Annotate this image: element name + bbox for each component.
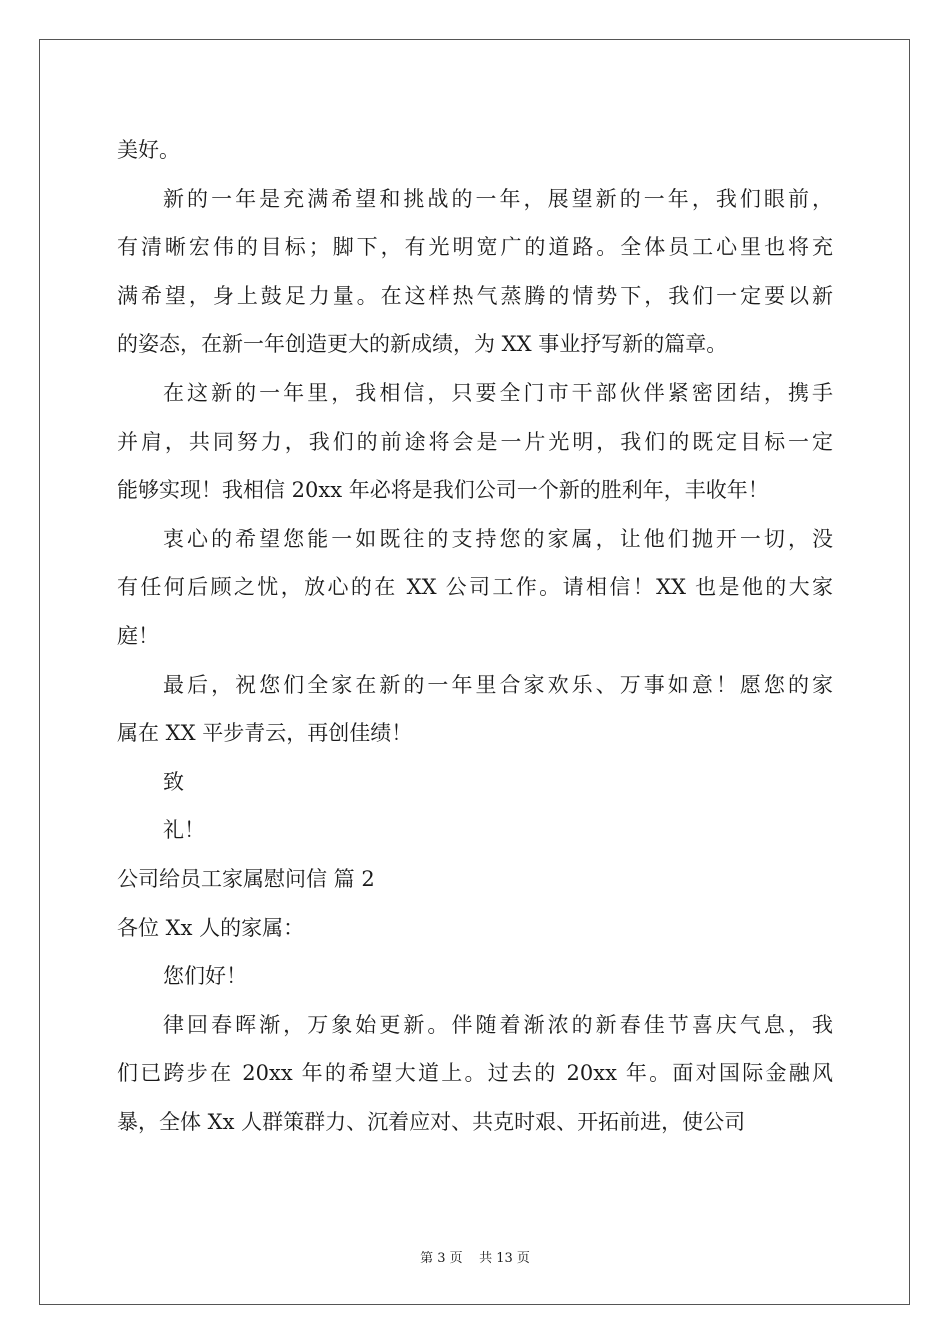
text-line: 致 xyxy=(163,769,184,794)
paragraph xyxy=(117,515,833,661)
text-line: 们已跨步在 20xx 年的希望大道上。过去的 20xx 年。面对国际金融风 xyxy=(117,1061,833,1086)
text-line: 律回春晖渐，万象始更新。伴随着渐浓的新春佳节喜庆气息，我 xyxy=(163,1012,833,1037)
text-line: 公司给员工家属慰问信 篇 2 xyxy=(117,866,375,891)
text-line: 属在 XX 平步青云，再创佳绩！ xyxy=(117,721,413,746)
text-line: 暴，全体 Xx 人群策群力、沉着应对、共克时艰、开拓前进，使公司 xyxy=(117,1109,746,1134)
paragraph xyxy=(117,806,833,855)
text-line: 并肩，共同努力，我们的前途将会是一片光明，我们的既定目标一定 xyxy=(117,429,833,454)
text-line: 有任何后顾之忧，放心的在 XX 公司工作。请相信！XX 也是他的大家 xyxy=(117,575,833,600)
text-line: 有清晰宏伟的目标；脚下，有光明宽广的道路。全体员工心里也将充 xyxy=(117,235,833,260)
text-line: 在这新的一年里，我相信，只要全门市干部伙伴紧密团结，携手 xyxy=(163,380,833,405)
text-line: 的姿态，在新一年创造更大的新成绩，为 XX 事业抒写新的篇章。 xyxy=(117,332,728,357)
paragraph xyxy=(117,175,833,369)
text-line: 最后，祝您们全家在新的一年里合家欢乐、万事如意！愿您的家 xyxy=(163,672,833,697)
paragraph xyxy=(117,904,833,953)
paragraph xyxy=(117,855,833,904)
paragraph xyxy=(117,126,833,175)
text-line: 新的一年是充满希望和挑战的一年，展望新的一年，我们眼前， xyxy=(163,186,833,211)
text-line: 庭！ xyxy=(117,623,159,648)
page-number: 第 3 页 共 13 页 xyxy=(420,1251,530,1266)
text-line: 衷心的希望您能一如既往的支持您的家属，让他们抛开一切，没 xyxy=(163,526,833,551)
paragraph xyxy=(117,952,833,1001)
text-line: 美好。 xyxy=(117,138,180,162)
page-footer xyxy=(0,1247,950,1266)
document-body xyxy=(117,126,833,1146)
text-line: 满希望，身上鼓足力量。在这样热气蒸腾的情势下，我们一定要以新 xyxy=(117,283,833,308)
paragraph xyxy=(117,1001,833,1147)
text-line: 能够实现！我相信 20xx 年必将是我们公司一个新的胜利年，丰收年！ xyxy=(117,478,769,503)
paragraph xyxy=(117,758,833,807)
text-line: 礼！ xyxy=(163,818,205,843)
text-line: 各位 Xx 人的家属： xyxy=(117,915,305,940)
text-line: 您们好！ xyxy=(163,964,247,989)
paragraph xyxy=(117,369,833,515)
paragraph xyxy=(117,661,833,758)
